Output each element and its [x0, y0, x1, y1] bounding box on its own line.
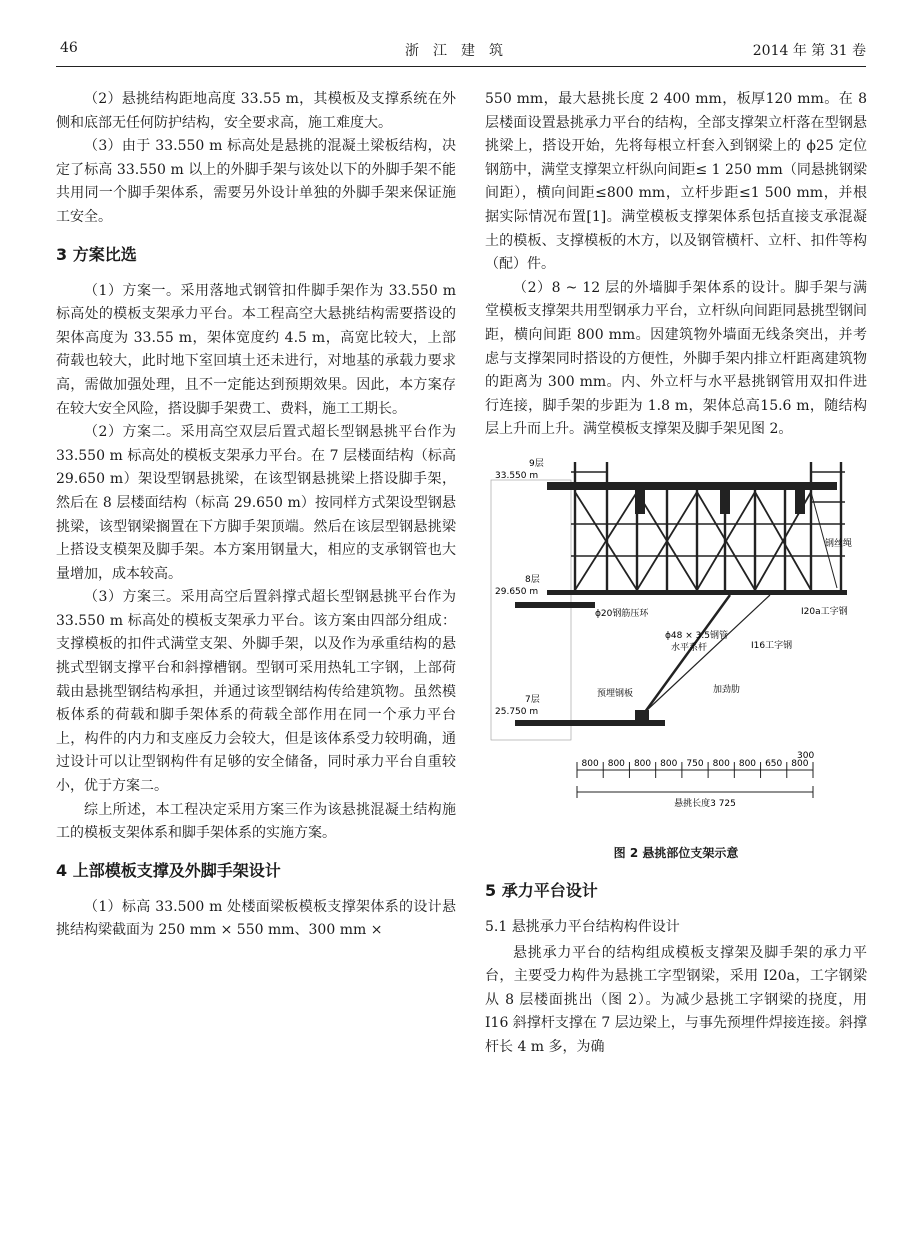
- dimension-label: 800: [633, 758, 652, 769]
- paragraph: （2）8 ~ 12 层的外墙脚手架体系的设计。脚手架与满堂模板支撑架共用型钢承力平台，立杆纵向间距同悬挑型钢间距，横向间距 800 mm。因建筑物外墙面无线条突出，并考虑与支撑架同时搭设的方便性，外脚手架内排立杆距离建筑物的距离为 300 mm。内、外立杆与水平悬挑钢管用双扣件进行连接，脚手架的步距为 1.8 m，架体总高15.6 m，随结构层上升而上升。满堂模板支撑架及脚手架见图 2。: [485, 279, 867, 438]
- year-volume: 2014 年 第 31 卷: [752, 43, 866, 59]
- label-level7: 7层: [525, 694, 540, 705]
- section-heading: 5 承力平台设计: [485, 880, 598, 900]
- embed-plate: [635, 710, 649, 720]
- right-column: [485, 88, 867, 1059]
- i20a-beam: [547, 590, 847, 595]
- dimension-label: 750: [686, 758, 704, 769]
- scaffold-braces: [575, 492, 811, 590]
- label-i20a: I20a工字钢: [801, 606, 848, 617]
- section-heading: 3 方案比选: [56, 244, 137, 264]
- journal-title: 浙江建筑: [405, 43, 517, 59]
- span-label: 悬挑长度3 725: [674, 798, 736, 809]
- paragraph: （3）方案三。采用高空后置斜撑式超长型钢悬挑平台作为 33.550 m 标高处的模板支架承力平台。该方案由四部分组成：支撑模板的扣件式满堂支架、外脚手架，以及作为承重结构的悬挑式型钢支撑平台和斜撑槽钢。型钢可采用热轧工字钢，上部荷载由悬挑型钢结构承担，并通过该型钢结构传给建筑物。虽然模板体系的荷载和脚手架体系的荷载全部作用在同一个承力平台上，构件的内力和支座反力会较大，但是该体系受力较明确，通过设计可以让型钢构件有足够的安全储备，同时承力平台自重较小，优于方案二。: [56, 589, 456, 795]
- label-level7-elev: 25.750 m: [495, 706, 539, 717]
- scaffold-diagram: [485, 452, 867, 840]
- dimension-label: 800: [581, 758, 599, 769]
- paragraph: 综上所述，本工程决定采用方案三作为该悬挑混凝土结构施工的模板支架体系和脚手架体系的实施方案。: [56, 801, 456, 842]
- page-number: 46: [60, 40, 78, 56]
- label-steel-ring: ϕ20钢筋压环: [595, 608, 649, 619]
- subsection-heading: 5.1 悬挑承力平台结构构件设计: [485, 918, 680, 935]
- label-level9-elev: 33.550 m: [495, 470, 539, 481]
- label-tie-bar: 水平系杆: [671, 642, 708, 653]
- dimension-label: 800: [791, 758, 809, 769]
- header-rule: [56, 66, 866, 67]
- section-heading: 4 上部模板支撑及外脚手架设计: [56, 860, 281, 880]
- dimension-label: 800: [712, 758, 730, 769]
- paragraph: （3）由于 33.550 m 标高处是悬挑的混凝土梁板结构，决定了标高 33.550 m 以上的外脚手架与该处以下的外脚手架不能共用同一个脚手架体系，需要另外设计单独的外脚手架来保证施工安全。: [56, 138, 456, 225]
- figure-caption: 图 2 悬挑部位支架示意: [613, 845, 739, 860]
- label-pipe: ϕ48 × 3.5钢管: [665, 630, 728, 641]
- dimension-label: 800: [607, 758, 625, 769]
- paragraph: （2）悬挑结构距地高度 33.55 m，其模板及支撑系统在外侧和底部无任何防护结构，安全要求高，施工难度大。: [56, 91, 456, 131]
- level8-slab: [515, 602, 595, 608]
- label-level9: 9层: [529, 458, 544, 469]
- page-header: [56, 38, 866, 62]
- dimension-ticks: [577, 759, 813, 778]
- dimension-label: 800: [660, 758, 678, 769]
- dim-top: 300: [797, 750, 815, 761]
- left-column: [56, 88, 456, 943]
- level7-slab: [515, 720, 665, 726]
- label-stiffener: 加劲肋: [713, 684, 741, 695]
- figure-2: [485, 452, 867, 840]
- paragraph: （1）方案一。采用落地式钢管扣件脚手架作为 33.550 m 标高处的模板支架承力平台。本工程高空大悬挑结构需要搭设的架体高度为 33.55 m，架体宽度约 4.5 m，高宽比较大，上部荷载也较大，此时地下室回填土还未进行，对地基的承载力要求高，需做加强处理，且不一定能达到预期效果。因此，本方案存在较大安全风险，搭设脚手架费工、费料，施工工期长。: [56, 282, 456, 417]
- label-level8-elev: 29.650 m: [495, 586, 539, 597]
- paragraph: （1）标高 33.500 m 处楼面梁板模板支撑架体系的设计悬挑结构梁截面为 250 mm × 550 mm、300 mm ×: [56, 898, 456, 939]
- level9-slab: [547, 482, 837, 490]
- label-level8: 8层: [525, 574, 540, 585]
- tie-bar: [645, 595, 770, 712]
- label-rope: 钢丝绳: [825, 538, 853, 549]
- paragraph: （2）方案二。采用高空双层后置式超长型钢悬挑平台作为 33.550 m 标高处的模板支架承力平台。在 7 层楼面结构（标高 29.650 m）架设型钢悬挑梁，在该型钢悬挑梁上搭设脚手架，然后在 8 层楼面结构（标高 29.650 m）按同样方式架设型钢悬挑梁，该型钢梁搁置在下方脚手架顶端。然后在该层型钢悬挑梁上搭设支模架及脚手架。本方案用钢量大，相应的支承钢管也大量增加，成本较高。: [56, 424, 456, 582]
- label-i16: I16工字钢: [751, 640, 793, 651]
- paragraph: 550 mm，最大悬挑长度 2 400 mm，板厚120 mm。在 8 层楼面设置悬挑承力平台的结构，全部支撑架立杆落在型钢悬挑梁上，搭设开始，先将每根立杆套入到钢梁上的 ϕ25 定位钢筋中，满堂支撑架立杆纵向间距≤ 1 250 mm（同悬挑钢梁间距），横向间距≤800 mm，立杆步距≤1 500 mm，并根据实际情况布置[1]。满堂模板支撑架体系包括直接支承混凝土的模板、支撑模板的木方，以及钢管横杆、立杆、扣件等构（配）件。: [485, 91, 867, 273]
- paragraph: 悬挑承力平台的结构组成模板支撑架及脚手架的承力平台，主要受力构件为悬挑工字型钢梁，采用 I20a，工字钢梁从 8 层楼面挑出（图 2）。为减少悬挑工字钢梁的挠度，用 I16 斜撑杆支撑在 7 层边梁上，与事先预埋件焊接连接。斜撑杆长 4 m 多，为确: [485, 944, 867, 1055]
- dimension-label: 800: [738, 758, 757, 769]
- label-embed-plate: 预埋钢板: [597, 688, 634, 699]
- dimension-label: 650: [765, 758, 783, 769]
